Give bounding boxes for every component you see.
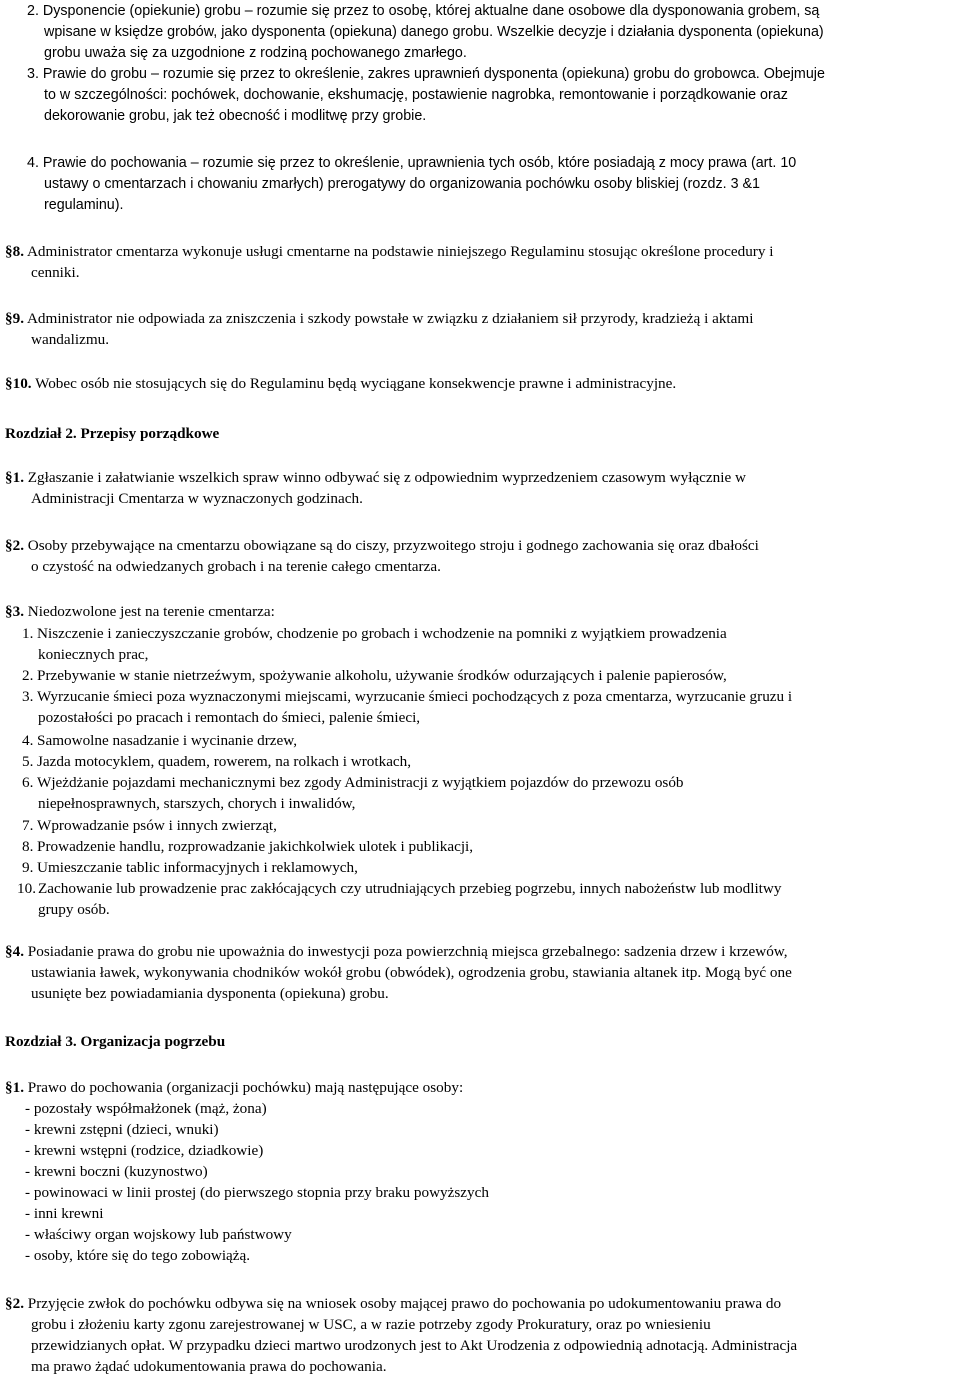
paragraph-number: §1.	[5, 469, 24, 486]
list-item-text: grupy osób.	[38, 901, 110, 918]
list-item-number: 5.	[22, 753, 34, 770]
list-item: - krewni boczni (kuzynostwo)	[25, 1163, 208, 1180]
chapter-title: Rozdział 2. Przepisy porządkowe	[5, 425, 220, 442]
list-item-number: 10.	[17, 880, 36, 897]
text-line: wandalizmu.	[31, 331, 110, 348]
text-line: usunięte bez powiadamiania dysponenta (opiekuna) grobu.	[31, 985, 389, 1002]
paragraph-intro: Niedozwolone jest na terenie cmentarza:	[23, 603, 275, 620]
text-line: Wobec osób nie stosujących się do Regulaminu będą wyciągane konsekwencje prawne i administracyjne.	[31, 375, 677, 392]
chapter-2-paragraph-4	[5, 941, 792, 1004]
paragraph-number: §9.	[5, 310, 24, 327]
list-item-text: Wjeżdżanie pojazdami mechanicznymi bez zgody Administracji z wyjątkiem pojazdów do przewozu osób	[37, 774, 684, 791]
list-item-text: Niszczenie i zanieczyszczanie grobów, chodzenie po grobach i wchodzenie na pomniki z wyjątkiem prowadzenia	[37, 625, 727, 642]
paragraph-number: §10.	[5, 375, 32, 392]
text-line: ma prawo żądać udokumentowania prawa do pochowania.	[31, 1358, 387, 1375]
list-item-number: 7.	[22, 817, 34, 834]
definition-2	[27, 1, 824, 64]
definition-4	[27, 153, 796, 216]
list-item-number: 9.	[22, 859, 34, 876]
paragraph-8	[5, 241, 773, 283]
paragraph-number: §2.	[5, 1295, 24, 1312]
chapter-2-paragraph-2	[5, 535, 759, 577]
text-line: o czystość na odwiedzanych grobach i na terenie całego cmentarza.	[31, 558, 441, 575]
text-line: Administracji Cmentarza w wyznaczonych godzinach.	[31, 490, 363, 507]
paragraph-number: §1.	[5, 1079, 24, 1096]
paragraph-intro: Prawo do pochowania (organizacji pochówku) mają następujące osoby:	[23, 1079, 464, 1096]
text-line: Zgłaszanie i załatwianie wszelkich spraw winno odbywać się z odpowiednim wyprzedzeniem czasowym wyłącznie w	[23, 469, 746, 486]
text-line: Przyjęcie zwłok do pochówku odbywa się na wniosek osoby mającej prawo do pochowania po udokumentowaniu prawa do	[23, 1295, 782, 1312]
list-item-number: 8.	[22, 838, 34, 855]
text-line: 2. Dysponencie (opiekunie) grobu – rozumie się przez to osobę, której aktualne dane osobowe dla dysponowania grobem, są	[27, 3, 820, 19]
paragraph-number: §8.	[5, 243, 24, 260]
text-line: cenniki.	[31, 264, 80, 281]
list-item-text: Samowolne nasadzanie i wycinanie drzew,	[37, 732, 298, 749]
text-line: przewidzianych opłat. W przypadku dzieci martwo urodzonych jest to Akt Urodzenia z odpowiednią adnotacją. Administracja	[31, 1337, 798, 1354]
text-line: Administrator cmentarza wykonuje usługi cmentarne na podstawie niniejszego Regulaminu stosując określone procedury i	[23, 243, 774, 260]
text-line: wpisane w księdze grobów, jako dysponenta (opiekuna) danego grobu. Wszelkie decyzje i działania dysponenta (opiekuna)	[44, 24, 824, 40]
list-item-text: Prowadzenie handlu, rozprowadzanie jakichkolwiek ulotek i publikacji,	[37, 838, 474, 855]
text-line: Administrator nie odpowiada za zniszczenia i szkody powstałe w związku z działaniem sił przyrody, kradzieżą i aktami	[23, 310, 754, 327]
list-item-text: Zachowanie lub prowadzenie prac zakłócających czy utrudniających przebieg pogrzebu, innych nabożeństw lub modlitwy	[38, 880, 782, 897]
paragraph-10	[5, 373, 676, 394]
list-item: - pozostały współmałżonek (mąż, żona)	[25, 1100, 267, 1117]
list-item-number: 4.	[22, 732, 34, 749]
list-item-text: niepełnosprawnych, starszych, chorych i inwalidów,	[38, 795, 356, 812]
list-item-text: koniecznych prac,	[38, 646, 149, 663]
text-line: Posiadanie prawa do grobu nie upoważnia do inwestycji poza powierzchnią miejsca grzebalnego: sadzenia drzew i krzewów,	[23, 943, 788, 960]
text-line: 4. Prawie do pochowania – rozumie się przez to określenie, uprawnienia tych osób, które posiadają z mocy prawa (art. 10	[27, 155, 797, 171]
list-item: - inni krewni	[25, 1205, 104, 1222]
list-item: - krewni zstępni (dzieci, wnuki)	[25, 1121, 219, 1138]
paragraph-number: §4.	[5, 943, 24, 960]
list-item-number: 2.	[22, 667, 34, 684]
text-line: to w szczególności: pochówek, dochowanie, ekshumację, postawienie nagrobka, remontowanie i porządkowanie oraz	[44, 87, 788, 103]
list-item-number: 1.	[22, 625, 34, 642]
definition-3	[27, 64, 825, 127]
chapter-3-heading	[5, 1031, 225, 1052]
list-item-text: Wyrzucanie śmieci poza wyznaczonymi miejscami, wyrzucanie śmieci pochodzących z poza cmentarza, wyrzucanie gruzu i	[37, 688, 793, 705]
text-line: grobu uważa się za uzgodnione z rodziną pochowanego zmarłego.	[44, 45, 467, 61]
chapter-3-paragraph-2	[5, 1293, 797, 1377]
list-item-text: pozostałości po pracach i remontach do śmieci, palenie śmieci,	[38, 709, 421, 726]
list-item: - krewni wstępni (rodzice, dziadkowie)	[25, 1142, 264, 1159]
text-line: ustawiania ławek, wykonywania chodników wokół grobu (obwódek), ogrodzenia grobu, stawiania altanek itp. Mogą być one	[31, 964, 792, 981]
list-item-text: Przebywanie w stanie nietrzeźwym, spożywanie alkoholu, używanie środków odurzających i palenie papierosów,	[37, 667, 727, 684]
paragraph-9	[5, 308, 753, 350]
list-item-text: Jazda motocyklem, quadem, rowerem, na rolkach i wrotkach,	[37, 753, 412, 770]
chapter-2-paragraph-3	[5, 601, 960, 622]
text-line: 3. Prawie do grobu – rozumie się przez to określenie, zakres uprawnień dysponenta (opiekuna) grobu do grobowca. Obejmuje	[27, 66, 825, 82]
text-line: regulaminu).	[44, 197, 124, 213]
list-item-text: Wprowadzanie psów i innych zwierząt,	[37, 817, 277, 834]
chapter-2-paragraph-1	[5, 467, 746, 509]
list-item: - powinowaci w linii prostej (do pierwszego stopnia przy braku powyższych	[25, 1184, 489, 1201]
list-item: - osoby, które się do tego zobowiążą.	[25, 1247, 251, 1264]
text-line: dekorowanie grobu, jak też obecność i modlitwę przy grobie.	[44, 108, 427, 124]
text-line: grobu i złożeniu karty zgonu zarejestrowanej w USC, a w razie potrzeby zgody Prokuratury, oraz po wniesieniu	[31, 1316, 711, 1333]
chapter-title: Rozdział 3. Organizacja pogrzebu	[5, 1033, 226, 1050]
text-line: Osoby przebywające na cmentarzu obowiązane są do ciszy, przyzwoitego stroju i godnego zachowania się oraz dbałości	[23, 537, 759, 554]
paragraph-number: §2.	[5, 537, 24, 554]
chapter-2-heading	[5, 423, 219, 444]
list-item-number: 3.	[22, 688, 34, 705]
text-line: ustawy o cmentarzach i chowaniu zmarłych) prerogatywy do organizowania pochówku osoby bliskiej (rozdz. 3 &1	[44, 176, 760, 192]
paragraph-number: §3.	[5, 603, 24, 620]
list-item-number: 6.	[22, 774, 34, 791]
list-item: - właściwy organ wojskowy lub państwowy	[25, 1226, 292, 1243]
chapter-3-paragraph-1	[5, 1077, 489, 1266]
list-item-text: Umieszczanie tablic informacyjnych i reklamowych,	[37, 859, 358, 876]
